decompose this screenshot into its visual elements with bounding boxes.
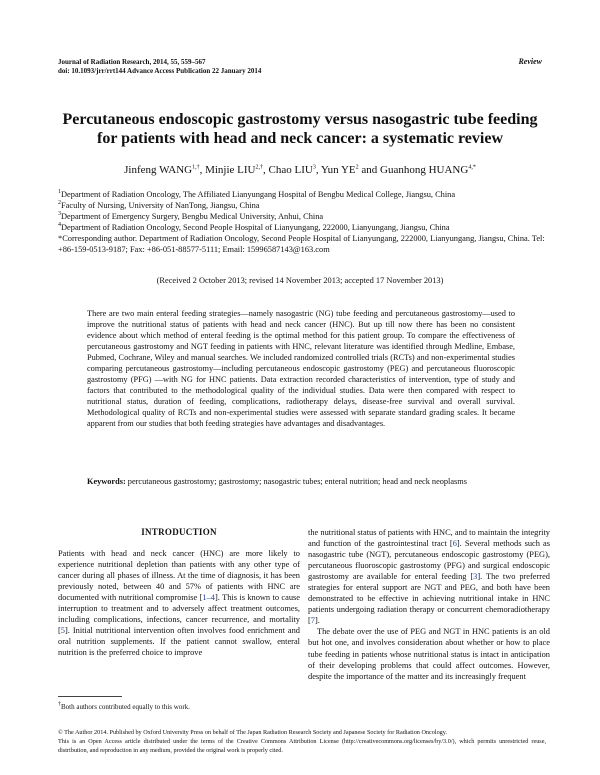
text-run: – xyxy=(206,593,211,603)
text-run: ]. This is known to cause interruption to treatment and to adversely affect treatment outcomes, including complications, infections, cancer recurrence, and mortality [ xyxy=(58,593,300,636)
doi-line: doi: 10.1093/jrr/rrt144 Advance Access Publication 22 January 2014 xyxy=(58,67,262,75)
paragraph xyxy=(58,548,300,658)
citation-link[interactable]: 1 xyxy=(202,593,207,603)
affiliation-text: Department of Emergency Surgery, Bengbu Medical University, Anhui, China xyxy=(61,212,324,221)
license-line: This is an Open Access article distributed under the terms of the Creative Commons Attribution License (http://creativecommons.org/licenses/by/3.0/), which permits unrestricted reuse, distribution, and reproduction in any medium, provided the original work is properly cited. xyxy=(58,738,546,755)
article-type: Review xyxy=(518,57,542,66)
journal-citation xyxy=(58,58,261,76)
footnote-divider xyxy=(58,696,122,697)
title-line-2: for patients with head and neck cancer: a systematic review xyxy=(96,130,504,147)
text-run: ]. Several methods such as nasogastric tube (NGT), percutaneous endoscopic gastrostomy (PEG), percutaneous fluoroscopic gastrostomy (PFG) and surgical endoscopic gastrostomy are available for enteral feeding [ xyxy=(308,539,550,582)
affiliation-text: Faculty of Nursing, University of NanTong, Jiangsu, China xyxy=(61,201,260,210)
text-run: ]. Initial nutritional intervention often involves food enrichment and oral nutrition supplements. If the patient cannot swallow, enteral nutrition is the preferred choice to improve xyxy=(58,626,300,658)
author-list xyxy=(50,164,550,176)
affiliation xyxy=(58,211,548,222)
author: Jinfeng WANG xyxy=(124,164,193,176)
title-line-1: Percutaneous endoscopic gastrostomy versus nasogastric tube feeding xyxy=(62,111,538,128)
author: and Guanhong HUANG xyxy=(358,164,469,176)
paragraph: The debate over the use of PEG and NGT in HNC patients is an old but hot one, and involves consideration about whether or how to place tube feeding in patients whose nutritional status is intact in anticipation of their developing problems that could affect outcomes. However, despite the importance of the matter and its increasingly frequent xyxy=(308,627,550,681)
keywords-text: percutaneous gastrostomy; gastrostomy; nasogastric tubes; enteral nutrition; head and neck neoplasms xyxy=(125,477,467,486)
journal-line: Journal of Radiation Research, 2014, 55, 559–567 xyxy=(58,58,206,66)
text-run: ]. The two preferred strategies for enteral support are NGT and PEG, and both have been demonstrated to be effective in achieving nutritional intake in HNC patients undergoing radiation therapy or concurrent chemoradiotherapy [ xyxy=(308,572,550,626)
affiliations xyxy=(58,189,548,255)
author: , Yun YE xyxy=(315,164,356,176)
affiliation xyxy=(58,189,548,200)
affiliation-number: 3 xyxy=(58,211,61,218)
left-column xyxy=(58,548,300,658)
keywords-label: Keywords: xyxy=(87,477,126,486)
affiliation xyxy=(58,222,548,233)
citation-link[interactable]: 6 xyxy=(452,539,457,549)
right-column xyxy=(308,527,550,682)
paragraph xyxy=(308,527,550,626)
affiliation-number: 2 xyxy=(58,200,61,207)
author: , Chao LIU xyxy=(263,164,313,176)
keywords xyxy=(87,476,515,487)
copyright-line: © The Author 2014. Published by Oxford University Press on behalf of The Japan Radiation Research Society and Japanese Society for Radiation Oncology. xyxy=(58,729,447,736)
citation-link[interactable]: 4 xyxy=(210,593,215,603)
paper-title xyxy=(50,110,550,148)
corresponding-author: *Corresponding author. Department of Radiation Oncology, Second People Hospital of Lianyungang, 222000, Lianyungang, Jiangsu, China. Tel: +86-159-0513-9187; Fax: +86-051-88577-5111; Email: 15996587143@163.com xyxy=(58,234,545,254)
affiliation xyxy=(58,200,548,211)
author-sup: 3 xyxy=(312,164,316,171)
affiliation-number: 1 xyxy=(58,189,61,196)
author: , Minjie LIU xyxy=(199,164,256,176)
copyright-notice xyxy=(58,728,546,756)
author-sup: 4,* xyxy=(468,164,476,171)
footnote-marker: † xyxy=(58,701,61,708)
received-dates: (Received 2 October 2013; revised 14 November 2013; accepted 17 November 2013) xyxy=(156,276,444,285)
text-run: the nutritional status of patients with HNC, and to maintain the integrity and function of the gastrointestinal tract [ xyxy=(308,528,550,549)
citation-link[interactable]: 3 xyxy=(473,572,478,582)
footnote xyxy=(58,703,190,711)
affiliation-number: 4 xyxy=(58,222,61,229)
section-heading: INTRODUCTION xyxy=(141,527,217,537)
author-sup: 1,† xyxy=(192,164,200,171)
affiliation-text: Department of Radiation Oncology, Second People Hospital of Lianyungang, 222000, Lianyungang, Jiangsu, China xyxy=(61,223,450,232)
citation-link[interactable]: 7 xyxy=(310,616,315,626)
author-sup: 2,† xyxy=(255,164,264,171)
author-sup: 2 xyxy=(355,164,359,171)
affiliation-text: Department of Radiation Oncology, The Affiliated Lianyungang Hospital of Bengbu Medical College, Jiangsu, China xyxy=(61,190,456,199)
footnote-text: Both authors contributed equally to this work. xyxy=(61,703,190,711)
text-run: ]. xyxy=(314,616,320,626)
citation-link[interactable]: 5 xyxy=(60,626,65,636)
text-run: Patients with head and neck cancer (HNC) are more likely to experience nutritional depletion than patients with any other type of cancer during all phases of illness. At the time of diagnosis, it has been previously noted, between 40 and 57% of patients with HNC are documented with nutritional compromise [ xyxy=(58,549,300,603)
abstract: There are two main enteral feeding strategies—namely nasogastric (NG) tube feeding and percutaneous gastrostomy—used to improve the nutritional status of patients with head and neck cancer (HNC). But up till now there has been no consistent evidence about which method of enteral feeding is the optimal method for this patient group. To compare the effectiveness of percutaneous gastrostomy and NGT feeding in patients with HNC, relevant literature was identified through Medline, Embase, Pubmed, Cochrane, Wiley and manual searches. We included randomized controlled trials (RCTs) and non-experimental studies comparing percutaneous gastrostomy—including percutaneous endoscopic gastrostomy (PEG) and percutaneous fluoroscopic gastrostomy (PFG) —with NG for HNC patients. Data extraction recorded characteristics of intervention, type of study and factors that contributed to the methodological quality of the individual studies. Data were then compared with respect to nutritional status, duration of feeding, complications, radiotherapy delays, disease-free survival and overall survival. Methodological quality of RCTs and non-experimental studies were assessed with separate standard grading scales. It became apparent from our studies that both feeding strategies have advantages and disadvantages. xyxy=(87,309,515,429)
